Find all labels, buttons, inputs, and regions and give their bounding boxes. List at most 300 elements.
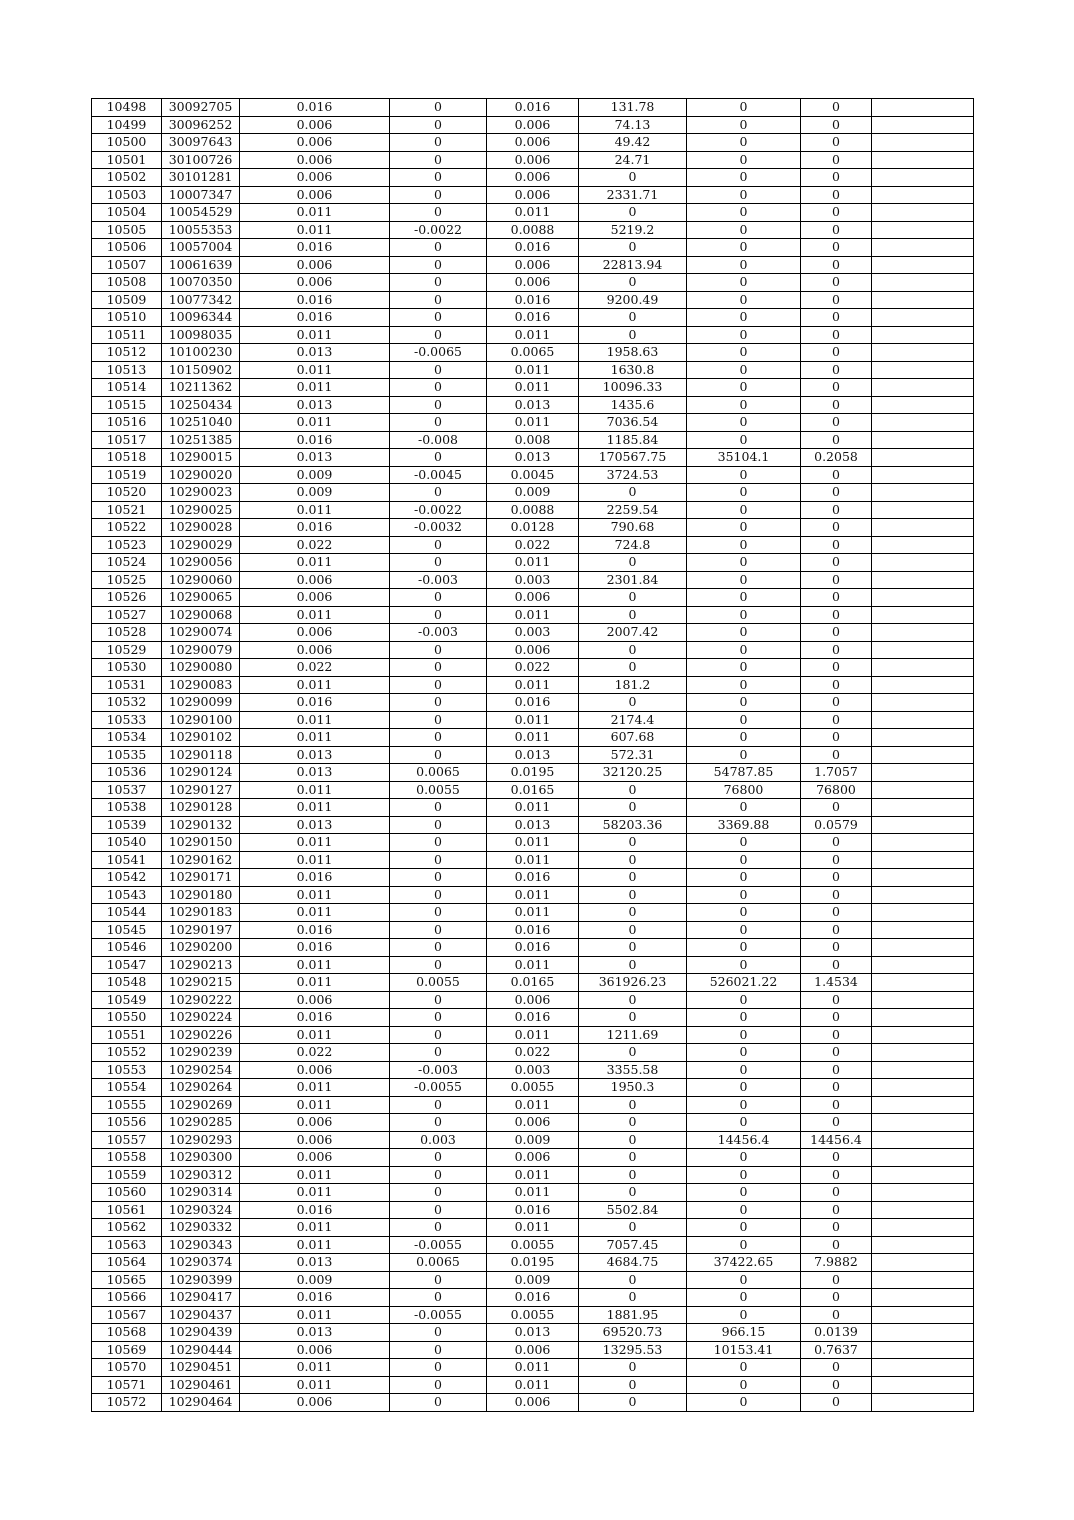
amount-cell: 7057.45	[579, 1236, 687, 1254]
value-cell: 0	[687, 1009, 801, 1027]
table-row	[92, 361, 974, 379]
adjusted-rate-cell: 0.006	[487, 256, 579, 274]
amount-cell: 1881.95	[579, 1306, 687, 1324]
table-row	[92, 729, 974, 747]
code-cell: 10290264	[162, 1079, 240, 1097]
ratio-cell: 0	[801, 519, 872, 537]
rate-cell: 0.011	[240, 554, 390, 572]
code-cell: 10290029	[162, 536, 240, 554]
value-cell: 0	[687, 624, 801, 642]
rate-cell: 0.013	[240, 1324, 390, 1342]
code-cell: 10290079	[162, 641, 240, 659]
table-body	[92, 99, 974, 1412]
adjustment-cell: 0	[390, 834, 487, 852]
row-number-cell: 10532	[92, 694, 162, 712]
blank-cell	[872, 1026, 974, 1044]
spreadsheet-page	[91, 98, 973, 1412]
ratio-cell: 0	[801, 466, 872, 484]
amount-cell: 0	[579, 1289, 687, 1307]
code-cell: 10290197	[162, 921, 240, 939]
value-cell: 0	[687, 1289, 801, 1307]
value-cell: 0	[687, 606, 801, 624]
adjustment-cell: 0	[390, 816, 487, 834]
adjusted-rate-cell: 0.0055	[487, 1079, 579, 1097]
table-row	[92, 991, 974, 1009]
adjusted-rate-cell: 0.0195	[487, 1254, 579, 1272]
table-row	[92, 641, 974, 659]
adjusted-rate-cell: 0.009	[487, 1271, 579, 1289]
row-number-cell: 10553	[92, 1061, 162, 1079]
adjustment-cell: 0.0055	[390, 781, 487, 799]
row-number-cell: 10503	[92, 186, 162, 204]
amount-cell: 181.2	[579, 676, 687, 694]
adjusted-rate-cell: 0.0088	[487, 221, 579, 239]
table-row	[92, 659, 974, 677]
amount-cell: 0	[579, 641, 687, 659]
table-row	[92, 116, 974, 134]
ratio-cell: 0	[801, 1306, 872, 1324]
ratio-cell: 0	[801, 1009, 872, 1027]
rate-cell: 0.011	[240, 851, 390, 869]
adjusted-rate-cell: 0.011	[487, 414, 579, 432]
table-row	[92, 711, 974, 729]
row-number-cell: 10498	[92, 99, 162, 117]
table-row	[92, 134, 974, 152]
code-cell: 10290300	[162, 1149, 240, 1167]
table-row	[92, 921, 974, 939]
ratio-cell: 0	[801, 484, 872, 502]
rate-cell: 0.006	[240, 1114, 390, 1132]
adjustment-cell: 0	[390, 1166, 487, 1184]
table-row	[92, 151, 974, 169]
adjusted-rate-cell: 0.009	[487, 1131, 579, 1149]
code-cell: 30100726	[162, 151, 240, 169]
value-cell: 0	[687, 291, 801, 309]
table-row	[92, 1166, 974, 1184]
value-cell: 0	[687, 116, 801, 134]
code-cell: 10290171	[162, 869, 240, 887]
table-row	[92, 624, 974, 642]
row-number-cell: 10551	[92, 1026, 162, 1044]
value-cell: 0	[687, 746, 801, 764]
ratio-cell: 0	[801, 659, 872, 677]
adjustment-cell: 0	[390, 1359, 487, 1377]
adjustment-cell: -0.003	[390, 624, 487, 642]
amount-cell: 0	[579, 1271, 687, 1289]
table-row	[92, 1096, 974, 1114]
amount-cell: 572.31	[579, 746, 687, 764]
code-cell: 10061639	[162, 256, 240, 274]
row-number-cell: 10542	[92, 869, 162, 887]
adjustment-cell: 0.003	[390, 1131, 487, 1149]
value-cell: 0	[687, 1096, 801, 1114]
value-cell: 0	[687, 676, 801, 694]
amount-cell: 0	[579, 991, 687, 1009]
value-cell: 14456.4	[687, 1131, 801, 1149]
adjustment-cell: 0	[390, 414, 487, 432]
code-cell: 10290314	[162, 1184, 240, 1202]
row-number-cell: 10513	[92, 361, 162, 379]
adjustment-cell: 0	[390, 1201, 487, 1219]
table-row	[92, 1219, 974, 1237]
adjusted-rate-cell: 0.011	[487, 1219, 579, 1237]
row-number-cell: 10512	[92, 344, 162, 362]
table-row	[92, 204, 974, 222]
row-number-cell: 10534	[92, 729, 162, 747]
code-cell: 10290127	[162, 781, 240, 799]
row-number-cell: 10531	[92, 676, 162, 694]
ratio-cell: 0	[801, 1149, 872, 1167]
adjusted-rate-cell: 0.011	[487, 851, 579, 869]
row-number-cell: 10529	[92, 641, 162, 659]
adjusted-rate-cell: 0.006	[487, 151, 579, 169]
amount-cell: 0	[579, 659, 687, 677]
blank-cell	[872, 1009, 974, 1027]
code-cell: 10290239	[162, 1044, 240, 1062]
adjustment-cell: -0.0032	[390, 519, 487, 537]
adjustment-cell: 0	[390, 151, 487, 169]
adjusted-rate-cell: 0.011	[487, 729, 579, 747]
row-number-cell: 10556	[92, 1114, 162, 1132]
value-cell: 0	[687, 1149, 801, 1167]
ratio-cell: 0	[801, 1236, 872, 1254]
blank-cell	[872, 921, 974, 939]
amount-cell: 0	[579, 169, 687, 187]
amount-cell: 1211.69	[579, 1026, 687, 1044]
amount-cell: 4684.75	[579, 1254, 687, 1272]
ratio-cell: 0	[801, 1096, 872, 1114]
ratio-cell: 0	[801, 799, 872, 817]
code-cell: 10290099	[162, 694, 240, 712]
adjusted-rate-cell: 0.016	[487, 1201, 579, 1219]
ratio-cell: 0	[801, 571, 872, 589]
table-row	[92, 1289, 974, 1307]
adjusted-rate-cell: 0.011	[487, 1184, 579, 1202]
ratio-cell: 0	[801, 274, 872, 292]
rate-cell: 0.006	[240, 641, 390, 659]
code-cell: 30097643	[162, 134, 240, 152]
adjusted-rate-cell: 0.011	[487, 204, 579, 222]
ratio-cell: 0	[801, 1359, 872, 1377]
ratio-cell: 0	[801, 921, 872, 939]
ratio-cell: 0	[801, 676, 872, 694]
blank-cell	[872, 1166, 974, 1184]
table-row	[92, 939, 974, 957]
table-row	[92, 816, 974, 834]
rate-cell: 0.011	[240, 221, 390, 239]
row-number-cell: 10562	[92, 1219, 162, 1237]
adjusted-rate-cell: 0.009	[487, 484, 579, 502]
rate-cell: 0.013	[240, 1254, 390, 1272]
amount-cell: 0	[579, 326, 687, 344]
row-number-cell: 10549	[92, 991, 162, 1009]
table-row	[92, 746, 974, 764]
code-cell: 10290080	[162, 659, 240, 677]
blank-cell	[872, 974, 974, 992]
value-cell: 0	[687, 1394, 801, 1412]
rate-cell: 0.011	[240, 781, 390, 799]
row-number-cell: 10565	[92, 1271, 162, 1289]
blank-cell	[872, 939, 974, 957]
value-cell: 0	[687, 379, 801, 397]
blank-cell	[872, 536, 974, 554]
value-cell: 0	[687, 519, 801, 537]
blank-cell	[872, 379, 974, 397]
code-cell: 10290324	[162, 1201, 240, 1219]
rate-cell: 0.011	[240, 904, 390, 922]
adjusted-rate-cell: 0.011	[487, 379, 579, 397]
blank-cell	[872, 851, 974, 869]
blank-cell	[872, 956, 974, 974]
adjustment-cell: -0.0045	[390, 466, 487, 484]
table-row	[92, 956, 974, 974]
code-cell: 10290464	[162, 1394, 240, 1412]
code-cell: 10290065	[162, 589, 240, 607]
amount-cell: 0	[579, 239, 687, 257]
adjusted-rate-cell: 0.0165	[487, 974, 579, 992]
table-row	[92, 1044, 974, 1062]
code-cell: 30101281	[162, 169, 240, 187]
blank-cell	[872, 99, 974, 117]
adjustment-cell: 0	[390, 1184, 487, 1202]
adjustment-cell: 0	[390, 554, 487, 572]
amount-cell: 0	[579, 869, 687, 887]
rate-cell: 0.016	[240, 99, 390, 117]
row-number-cell: 10544	[92, 904, 162, 922]
value-cell: 0	[687, 501, 801, 519]
table-row	[92, 799, 974, 817]
table-row	[92, 1341, 974, 1359]
amount-cell: 2331.71	[579, 186, 687, 204]
value-cell: 10153.41	[687, 1341, 801, 1359]
code-cell: 10290060	[162, 571, 240, 589]
amount-cell: 0	[579, 204, 687, 222]
adjusted-rate-cell: 0.011	[487, 1096, 579, 1114]
ratio-cell: 0	[801, 1044, 872, 1062]
amount-cell: 1185.84	[579, 431, 687, 449]
table-row	[92, 1236, 974, 1254]
value-cell: 0	[687, 1166, 801, 1184]
adjustment-cell: -0.0055	[390, 1236, 487, 1254]
row-number-cell: 10533	[92, 711, 162, 729]
adjustment-cell: 0	[390, 886, 487, 904]
rate-cell: 0.016	[240, 309, 390, 327]
blank-cell	[872, 1376, 974, 1394]
amount-cell: 0	[579, 939, 687, 957]
code-cell: 10054529	[162, 204, 240, 222]
blank-cell	[872, 221, 974, 239]
adjusted-rate-cell: 0.006	[487, 1394, 579, 1412]
adjustment-cell: 0	[390, 904, 487, 922]
amount-cell: 0	[579, 904, 687, 922]
data-table	[91, 98, 974, 1412]
table-row	[92, 431, 974, 449]
adjustment-cell: 0	[390, 239, 487, 257]
value-cell: 0	[687, 274, 801, 292]
ratio-cell: 0	[801, 554, 872, 572]
amount-cell: 0	[579, 1394, 687, 1412]
table-row	[92, 1306, 974, 1324]
code-cell: 10251040	[162, 414, 240, 432]
adjustment-cell: 0	[390, 659, 487, 677]
rate-cell: 0.011	[240, 729, 390, 747]
adjustment-cell: 0	[390, 99, 487, 117]
ratio-cell: 0	[801, 291, 872, 309]
ratio-cell: 0	[801, 379, 872, 397]
row-number-cell: 10524	[92, 554, 162, 572]
table-row	[92, 1009, 974, 1027]
row-number-cell: 10543	[92, 886, 162, 904]
blank-cell	[872, 904, 974, 922]
ratio-cell: 0	[801, 729, 872, 747]
row-number-cell: 10521	[92, 501, 162, 519]
rate-cell: 0.013	[240, 764, 390, 782]
code-cell: 10290183	[162, 904, 240, 922]
blank-cell	[872, 169, 974, 187]
table-row	[92, 571, 974, 589]
code-cell: 10290269	[162, 1096, 240, 1114]
value-cell: 0	[687, 1061, 801, 1079]
amount-cell: 0	[579, 851, 687, 869]
row-number-cell: 10540	[92, 834, 162, 852]
amount-cell: 0	[579, 1114, 687, 1132]
amount-cell: 22813.94	[579, 256, 687, 274]
value-cell: 0	[687, 414, 801, 432]
amount-cell: 0	[579, 1376, 687, 1394]
rate-cell: 0.016	[240, 939, 390, 957]
code-cell: 10290124	[162, 764, 240, 782]
rate-cell: 0.011	[240, 799, 390, 817]
adjustment-cell: 0	[390, 1341, 487, 1359]
ratio-cell: 0	[801, 186, 872, 204]
adjusted-rate-cell: 0.006	[487, 116, 579, 134]
rate-cell: 0.011	[240, 1219, 390, 1237]
adjustment-cell: 0	[390, 1376, 487, 1394]
blank-cell	[872, 1149, 974, 1167]
blank-cell	[872, 676, 974, 694]
value-cell: 76800	[687, 781, 801, 799]
code-cell: 10290461	[162, 1376, 240, 1394]
rate-cell: 0.011	[240, 834, 390, 852]
blank-cell	[872, 1306, 974, 1324]
row-number-cell: 10564	[92, 1254, 162, 1272]
rate-cell: 0.011	[240, 204, 390, 222]
table-row	[92, 396, 974, 414]
row-number-cell: 10569	[92, 1341, 162, 1359]
code-cell: 10290254	[162, 1061, 240, 1079]
blank-cell	[872, 501, 974, 519]
adjusted-rate-cell: 0.011	[487, 1026, 579, 1044]
blank-cell	[872, 571, 974, 589]
value-cell: 37422.65	[687, 1254, 801, 1272]
value-cell: 0	[687, 1079, 801, 1097]
amount-cell: 5219.2	[579, 221, 687, 239]
ratio-cell: 0	[801, 711, 872, 729]
row-number-cell: 10517	[92, 431, 162, 449]
adjusted-rate-cell: 0.016	[487, 921, 579, 939]
adjustment-cell: 0	[390, 484, 487, 502]
adjusted-rate-cell: 0.016	[487, 1009, 579, 1027]
code-cell: 10290028	[162, 519, 240, 537]
blank-cell	[872, 1394, 974, 1412]
code-cell: 10098035	[162, 326, 240, 344]
amount-cell: 1958.63	[579, 344, 687, 362]
amount-cell: 0	[579, 1131, 687, 1149]
code-cell: 10290285	[162, 1114, 240, 1132]
rate-cell: 0.011	[240, 1026, 390, 1044]
table-row	[92, 904, 974, 922]
rate-cell: 0.009	[240, 484, 390, 502]
adjusted-rate-cell: 0.013	[487, 1324, 579, 1342]
adjusted-rate-cell: 0.003	[487, 1061, 579, 1079]
table-row	[92, 781, 974, 799]
amount-cell: 607.68	[579, 729, 687, 747]
row-number-cell: 10550	[92, 1009, 162, 1027]
ratio-cell: 0	[801, 1289, 872, 1307]
adjusted-rate-cell: 0.006	[487, 641, 579, 659]
table-row	[92, 169, 974, 187]
adjustment-cell: 0	[390, 361, 487, 379]
ratio-cell: 0	[801, 746, 872, 764]
adjustment-cell: 0	[390, 1219, 487, 1237]
table-row	[92, 309, 974, 327]
amount-cell: 0	[579, 309, 687, 327]
blank-cell	[872, 1219, 974, 1237]
rate-cell: 0.011	[240, 1376, 390, 1394]
row-number-cell: 10536	[92, 764, 162, 782]
rate-cell: 0.006	[240, 1341, 390, 1359]
rate-cell: 0.016	[240, 1009, 390, 1027]
table-row	[92, 1184, 974, 1202]
ratio-cell: 0.2058	[801, 449, 872, 467]
adjusted-rate-cell: 0.003	[487, 624, 579, 642]
blank-cell	[872, 274, 974, 292]
code-cell: 10290215	[162, 974, 240, 992]
adjusted-rate-cell: 0.0128	[487, 519, 579, 537]
ratio-cell: 0	[801, 134, 872, 152]
amount-cell: 24.71	[579, 151, 687, 169]
code-cell: 10055353	[162, 221, 240, 239]
table-row	[92, 1376, 974, 1394]
code-cell: 10290020	[162, 466, 240, 484]
row-number-cell: 10547	[92, 956, 162, 974]
adjusted-rate-cell: 0.011	[487, 554, 579, 572]
adjusted-rate-cell: 0.006	[487, 274, 579, 292]
row-number-cell: 10567	[92, 1306, 162, 1324]
code-cell: 10290023	[162, 484, 240, 502]
amount-cell: 0	[579, 554, 687, 572]
adjustment-cell: 0	[390, 1149, 487, 1167]
value-cell: 3369.88	[687, 816, 801, 834]
code-cell: 10250434	[162, 396, 240, 414]
rate-cell: 0.016	[240, 1201, 390, 1219]
rate-cell: 0.011	[240, 1359, 390, 1377]
rate-cell: 0.011	[240, 414, 390, 432]
amount-cell: 0	[579, 799, 687, 817]
rate-cell: 0.013	[240, 816, 390, 834]
adjustment-cell: 0.0055	[390, 974, 487, 992]
row-number-cell: 10526	[92, 589, 162, 607]
rate-cell: 0.013	[240, 449, 390, 467]
blank-cell	[872, 1271, 974, 1289]
code-cell: 10070350	[162, 274, 240, 292]
blank-cell	[872, 396, 974, 414]
code-cell: 10290451	[162, 1359, 240, 1377]
adjustment-cell: 0	[390, 694, 487, 712]
adjustment-cell: 0	[390, 1096, 487, 1114]
value-cell: 0	[687, 169, 801, 187]
adjustment-cell: 0	[390, 1114, 487, 1132]
